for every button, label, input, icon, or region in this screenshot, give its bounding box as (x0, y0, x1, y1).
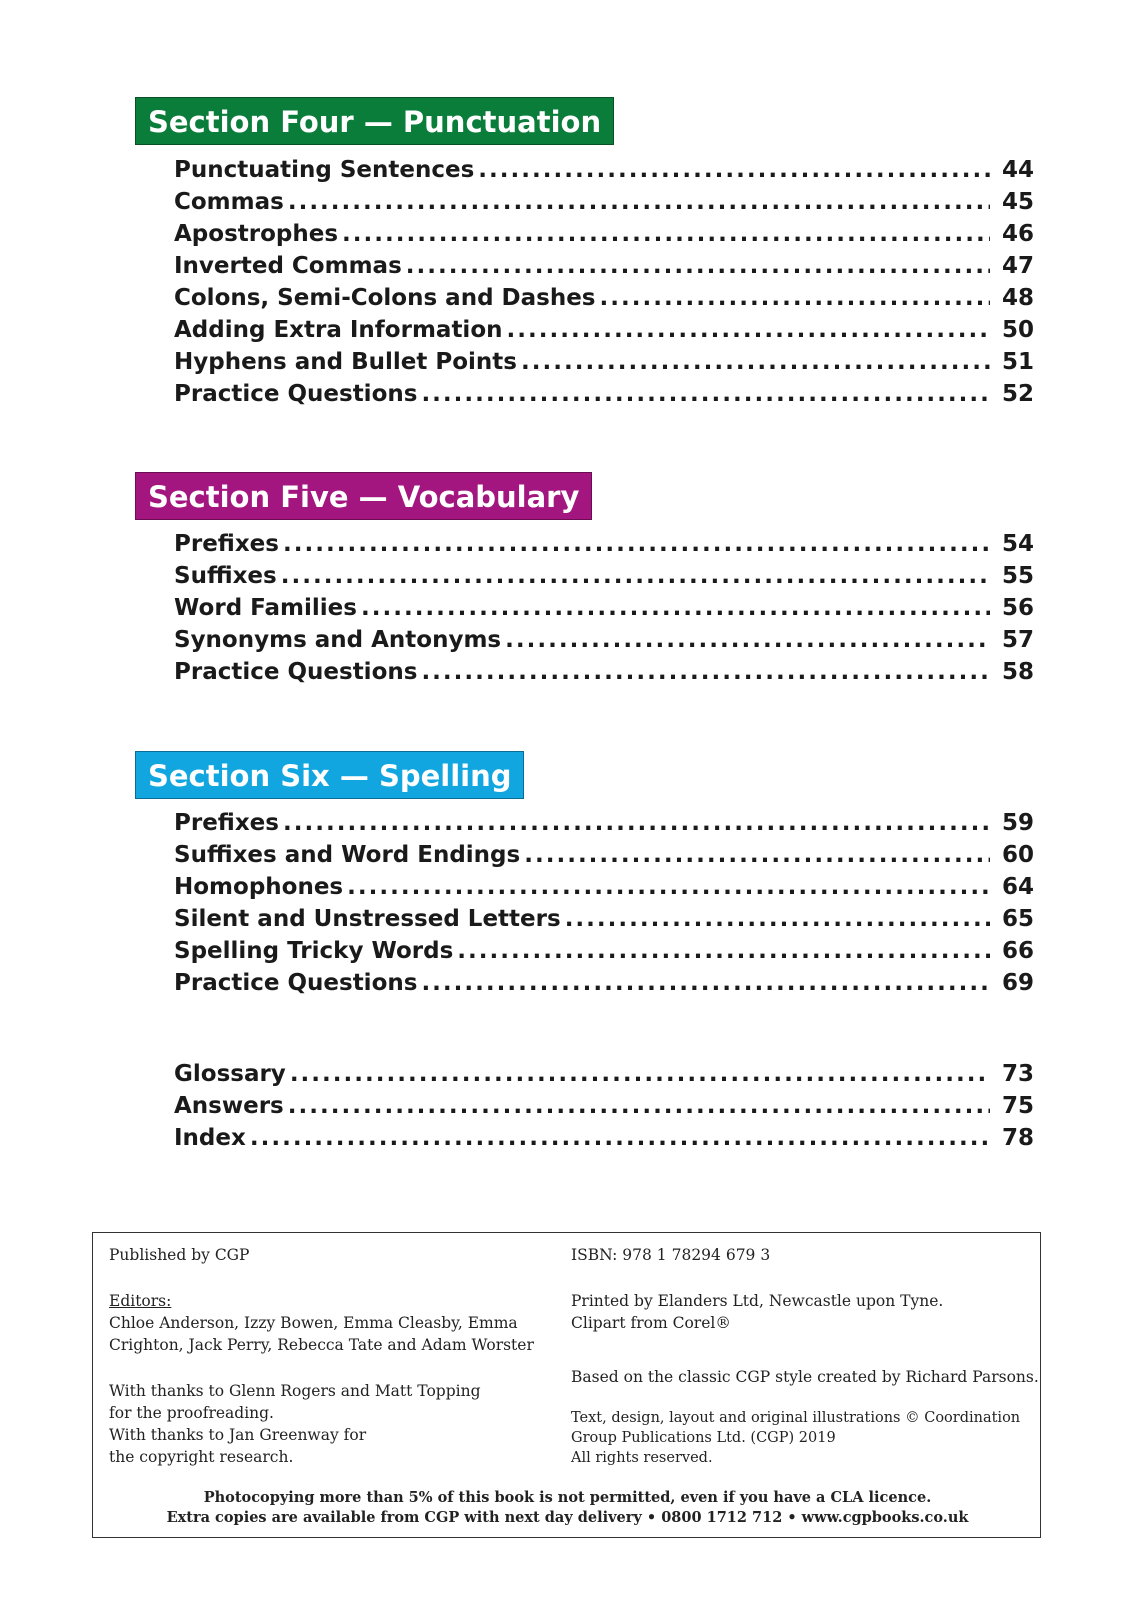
photocopy-notice: Photocopying more than 5% of this book is not permitted, even if you have a CLA licence. (203, 1489, 932, 1506)
toc-entry (174, 592, 1034, 624)
toc-dot-leader (288, 186, 990, 218)
toc-dot-leader (342, 218, 990, 250)
section-five-list (174, 528, 1034, 688)
toc-entry-page: 75 (1001, 1093, 1034, 1119)
toc-entry (174, 903, 1034, 935)
toc-entry-page: 55 (1001, 563, 1034, 589)
toc-dot-leader (361, 592, 990, 624)
toc-entry-title: Adding Extra Information (174, 317, 503, 343)
toc-dot-leader (283, 807, 990, 839)
toc-entry-page: 44 (1001, 157, 1034, 183)
toc-entry-page: 52 (1001, 381, 1034, 407)
published-by: Published by CGP (109, 1246, 250, 1264)
toc-entry-title: Synonyms and Antonyms (174, 627, 502, 653)
toc-entry-page: 65 (1001, 906, 1034, 932)
toc-entry-page: 60 (1001, 842, 1034, 868)
thanks-line-4: the copyright research. (109, 1448, 294, 1466)
toc-entry-page: 78 (1001, 1125, 1034, 1151)
toc-entry-page: 73 (1001, 1061, 1034, 1087)
toc-dot-leader (347, 871, 990, 903)
toc-entry (174, 528, 1034, 560)
toc-entry-page: 66 (1001, 938, 1034, 964)
copyright-line-3: All rights reserved. (571, 1450, 713, 1466)
toc-entry-page: 46 (1001, 221, 1034, 247)
toc-entry (174, 282, 1034, 314)
toc-entry (174, 656, 1034, 688)
toc-entry-page: 59 (1001, 810, 1034, 836)
toc-entry-title: Word Families (174, 595, 357, 621)
toc-dot-leader (421, 656, 990, 688)
section-six-list (174, 807, 1034, 999)
extra-copies-notice: Extra copies are available from CGP with next day delivery • 0800 1712 712 • www.cgpbooks.co.uk (166, 1509, 969, 1526)
backmatter-list (174, 1058, 1034, 1154)
editors-heading: Editors: (109, 1292, 172, 1310)
imprint-box (92, 1232, 1041, 1538)
toc-dot-leader (565, 903, 990, 935)
section-five-header (135, 472, 592, 520)
toc-entry-title: Suffixes and Word Endings (174, 842, 521, 868)
toc-entry-page: 57 (1001, 627, 1034, 653)
clipart-credit: Clipart from Corel® (571, 1314, 731, 1332)
section-four-title: Section Four — Punctuation (148, 105, 602, 139)
toc-entry (174, 1058, 1034, 1090)
toc-entry-title: Spelling Tricky Words (174, 938, 454, 964)
toc-entry-title: Silent and Unstressed Letters (174, 906, 561, 932)
toc-entry-title: Apostrophes (174, 221, 339, 247)
toc-entry (174, 871, 1034, 903)
toc-entry-title: Prefixes (174, 810, 279, 836)
thanks-line-3: With thanks to Jan Greenway for (109, 1426, 367, 1444)
toc-entry (174, 186, 1034, 218)
toc-entry-title: Glossary (174, 1061, 286, 1087)
toc-entry (174, 935, 1034, 967)
toc-dot-leader (600, 282, 990, 314)
toc-dot-leader (250, 1122, 990, 1154)
toc-entry-title: Prefixes (174, 531, 279, 557)
toc-entry (174, 378, 1034, 410)
toc-entry (174, 218, 1034, 250)
toc-dot-leader (406, 250, 990, 282)
toc-entry (174, 346, 1034, 378)
toc-entry-title: Punctuating Sentences (174, 157, 475, 183)
toc-entry (174, 560, 1034, 592)
toc-entry-page: 69 (1001, 970, 1034, 996)
toc-entry-page: 47 (1001, 253, 1034, 279)
toc-entry-title: Index (174, 1125, 246, 1151)
isbn: ISBN: 978 1 78294 679 3 (571, 1246, 771, 1264)
toc-entry (174, 967, 1034, 999)
toc-entry (174, 154, 1034, 186)
toc-entry (174, 314, 1034, 346)
toc-dot-leader (457, 935, 990, 967)
based-on: Based on the classic CGP style created by Richard Parsons. (571, 1368, 1039, 1386)
toc-dot-leader (478, 154, 990, 186)
toc-dot-leader (421, 378, 990, 410)
editors-line-1: Chloe Anderson, Izzy Bowen, Emma Cleasby, Emma (109, 1314, 518, 1332)
toc-dot-leader (421, 967, 990, 999)
toc-entry-title: Practice Questions (174, 659, 418, 685)
section-four-list (174, 154, 1034, 410)
toc-dot-leader (521, 346, 990, 378)
toc-entry-title: Answers (174, 1093, 284, 1119)
toc-entry-title: Hyphens and Bullet Points (174, 349, 517, 375)
toc-entry-page: 54 (1001, 531, 1034, 557)
toc-entry-title: Practice Questions (174, 381, 418, 407)
thanks-line-1: With thanks to Glenn Rogers and Matt Topping (109, 1382, 481, 1400)
toc-entry-page: 51 (1001, 349, 1034, 375)
toc-entry-title: Commas (174, 189, 284, 215)
section-six-header (135, 751, 524, 799)
toc-entry (174, 807, 1034, 839)
toc-entry (174, 624, 1034, 656)
toc-entry (174, 839, 1034, 871)
section-five-title: Section Five — Vocabulary (148, 480, 580, 514)
toc-entry-title: Homophones (174, 874, 344, 900)
toc-dot-leader (524, 839, 990, 871)
toc-dot-leader (290, 1058, 990, 1090)
toc-dot-leader (283, 528, 990, 560)
toc-entry-title: Suffixes (174, 563, 277, 589)
copyright-line-2: Group Publications Ltd. (CGP) 2019 (571, 1430, 836, 1446)
toc-entry-page: 56 (1001, 595, 1034, 621)
copyright-line-1: Text, design, layout and original illustrations © Coordination (571, 1410, 1021, 1426)
editors-line-2: Crighton, Jack Perry, Rebecca Tate and Adam Worster (109, 1336, 534, 1354)
toc-entry-page: 50 (1001, 317, 1034, 343)
toc-entry-title: Colons, Semi-Colons and Dashes (174, 285, 596, 311)
toc-entry-page: 45 (1001, 189, 1034, 215)
thanks-line-2: for the proofreading. (109, 1404, 274, 1422)
toc-entry-title: Inverted Commas (174, 253, 402, 279)
toc-entry (174, 250, 1034, 282)
toc-entry-page: 64 (1001, 874, 1034, 900)
toc-entry (174, 1090, 1034, 1122)
toc-entry-title: Practice Questions (174, 970, 418, 996)
printed-by: Printed by Elanders Ltd, Newcastle upon Tyne. (571, 1292, 944, 1310)
section-four-header (135, 97, 614, 145)
toc-entry (174, 1122, 1034, 1154)
toc-dot-leader (288, 1090, 990, 1122)
toc-entry-page: 58 (1001, 659, 1034, 685)
toc-dot-leader (505, 624, 990, 656)
toc-dot-leader (281, 560, 990, 592)
toc-dot-leader (507, 314, 991, 346)
toc-entry-page: 48 (1001, 285, 1034, 311)
section-six-title: Section Six — Spelling (148, 759, 512, 793)
